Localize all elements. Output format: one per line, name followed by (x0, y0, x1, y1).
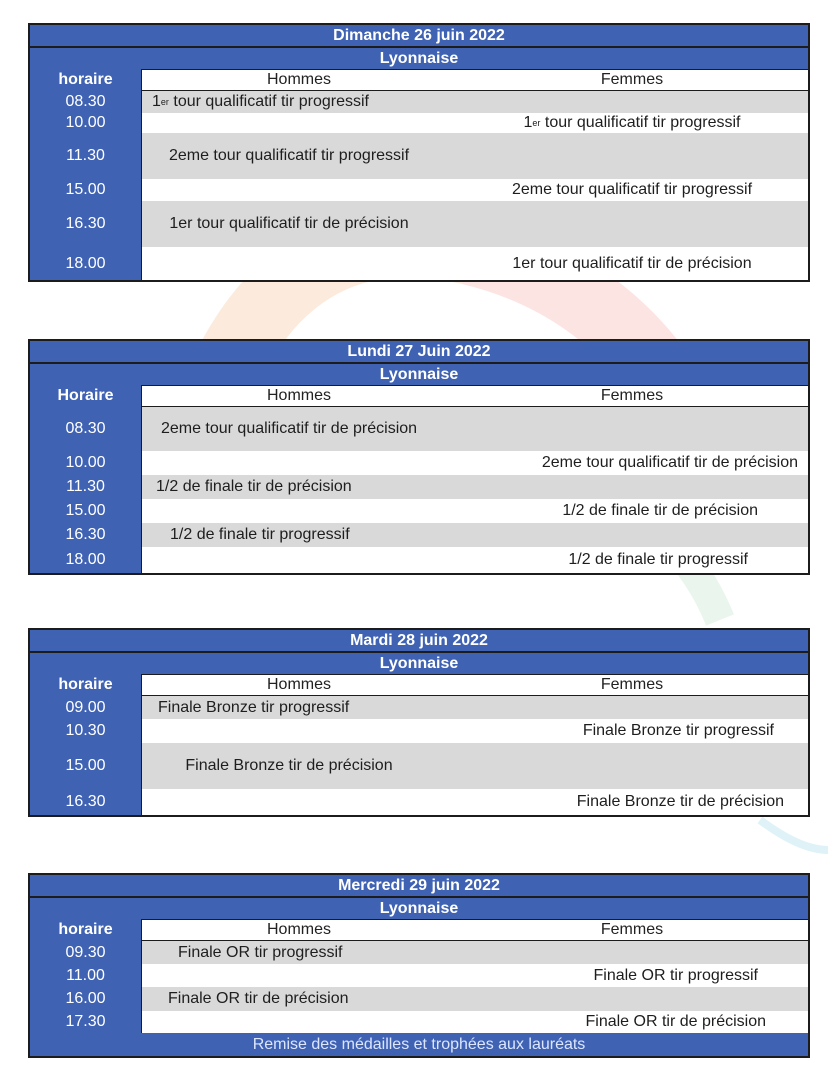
category-label: Lyonnaise (30, 48, 808, 69)
schedule-day-4 (28, 873, 810, 1058)
hommes-cell: 1 er tour qualificatif tir progressif (141, 91, 456, 113)
hommes-cell (141, 719, 456, 743)
femmes-cell (456, 523, 808, 547)
schedule-day-2 (28, 339, 810, 575)
time-cell: 16.30 (30, 523, 141, 547)
hommes-cell (141, 1011, 456, 1033)
hommes-cell: Finale Bronze tir de précision (141, 743, 456, 789)
time-cell: 11.30 (30, 133, 141, 179)
table-row (30, 247, 808, 280)
table-row (30, 696, 808, 719)
column-header-row (30, 674, 808, 696)
time-cell: 15.00 (30, 743, 141, 789)
table-row (30, 523, 808, 547)
table-row (30, 547, 808, 573)
table-row (30, 743, 808, 789)
schedule-day-3 (28, 628, 810, 817)
time-cell: 16.30 (30, 201, 141, 247)
horaire-header: horaire (30, 919, 141, 941)
femmes-cell: Finale OR tir de précision (456, 1011, 808, 1033)
table-row (30, 133, 808, 179)
femmes-cell: Finale Bronze tir de précision (456, 789, 808, 815)
hommes-cell: 2eme tour qualificatif tir progressif (141, 133, 456, 179)
femmes-cell: 1 er tour qualificatif tir progressif (456, 113, 808, 133)
table-row (30, 987, 808, 1011)
horaire-header: horaire (30, 674, 141, 696)
femmes-header: Femmes (456, 69, 808, 91)
femmes-cell (456, 475, 808, 499)
table-row (30, 91, 808, 113)
femmes-cell (456, 941, 808, 964)
column-header-row (30, 385, 808, 407)
time-cell: 15.00 (30, 179, 141, 201)
time-cell: 16.30 (30, 789, 141, 815)
femmes-cell (456, 201, 808, 247)
time-cell: 08.30 (30, 91, 141, 113)
time-cell: 17.30 (30, 1011, 141, 1033)
hommes-header: Hommes (141, 919, 456, 941)
femmes-cell: 1/2 de finale tir de précision (456, 499, 808, 523)
hommes-cell (141, 964, 456, 987)
femmes-cell: Finale OR tir progressif (456, 964, 808, 987)
hommes-header: Hommes (141, 385, 456, 407)
horaire-header: horaire (30, 69, 141, 91)
time-cell: 18.00 (30, 547, 141, 573)
time-cell: 16.00 (30, 987, 141, 1011)
femmes-cell (456, 696, 808, 719)
footer-note: Remise des médailles et trophées aux lauréats (30, 1033, 808, 1056)
femmes-header: Femmes (456, 919, 808, 941)
hommes-cell: Finale Bronze tir progressif (141, 696, 456, 719)
table-row (30, 201, 808, 247)
hommes-header: Hommes (141, 674, 456, 696)
time-cell: 15.00 (30, 499, 141, 523)
hommes-cell (141, 789, 456, 815)
time-cell: 10.00 (30, 113, 141, 133)
femmes-cell (456, 407, 808, 451)
category-label: Lyonnaise (30, 653, 808, 674)
day-title: Lundi 27 Juin 2022 (30, 341, 808, 364)
hommes-cell: 2eme tour qualificatif tir de précision (141, 407, 456, 451)
time-cell: 10.30 (30, 719, 141, 743)
table-row (30, 499, 808, 523)
table-row (30, 113, 808, 133)
horaire-header: Horaire (30, 385, 141, 407)
femmes-cell: 1/2 de finale tir progressif (456, 547, 808, 573)
category-label: Lyonnaise (30, 364, 808, 385)
hommes-cell (141, 247, 456, 280)
table-row (30, 941, 808, 964)
femmes-cell: 2eme tour qualificatif tir progressif (456, 179, 808, 201)
hommes-cell: 1/2 de finale tir de précision (141, 475, 456, 499)
hommes-cell: 1er tour qualificatif tir de précision (141, 201, 456, 247)
time-cell: 10.00 (30, 451, 141, 475)
column-header-row (30, 919, 808, 941)
table-row (30, 475, 808, 499)
hommes-cell (141, 451, 456, 475)
day-title: Mardi 28 juin 2022 (30, 630, 808, 653)
hommes-cell: 1/2 de finale tir progressif (141, 523, 456, 547)
hommes-cell (141, 547, 456, 573)
time-cell: 18.00 (30, 247, 141, 280)
day-title: Mercredi 29 juin 2022 (30, 875, 808, 898)
femmes-header: Femmes (456, 385, 808, 407)
time-cell: 11.30 (30, 475, 141, 499)
femmes-cell: Finale Bronze tir progressif (456, 719, 808, 743)
table-row (30, 451, 808, 475)
femmes-cell (456, 987, 808, 1011)
hommes-cell: Finale OR tir de précision (141, 987, 456, 1011)
femmes-cell: 1er tour qualificatif tir de précision (456, 247, 808, 280)
table-row (30, 789, 808, 815)
time-cell: 08.30 (30, 407, 141, 451)
time-cell: 09.30 (30, 941, 141, 964)
hommes-cell: Finale OR tir progressif (141, 941, 456, 964)
table-row (30, 179, 808, 201)
day-title: Dimanche 26 juin 2022 (30, 25, 808, 48)
table-row (30, 1011, 808, 1033)
time-cell: 11.00 (30, 964, 141, 987)
femmes-cell (456, 743, 808, 789)
hommes-cell (141, 179, 456, 201)
time-cell: 09.00 (30, 696, 141, 719)
femmes-cell (456, 91, 808, 113)
femmes-header: Femmes (456, 674, 808, 696)
femmes-cell (456, 133, 808, 179)
category-label: Lyonnaise (30, 898, 808, 919)
table-row (30, 407, 808, 451)
column-header-row (30, 69, 808, 91)
schedule-day-1 (28, 23, 810, 282)
hommes-cell (141, 499, 456, 523)
table-row (30, 719, 808, 743)
hommes-cell (141, 113, 456, 133)
femmes-cell: 2eme tour qualificatif tir de précision (456, 451, 808, 475)
table-row (30, 964, 808, 987)
hommes-header: Hommes (141, 69, 456, 91)
